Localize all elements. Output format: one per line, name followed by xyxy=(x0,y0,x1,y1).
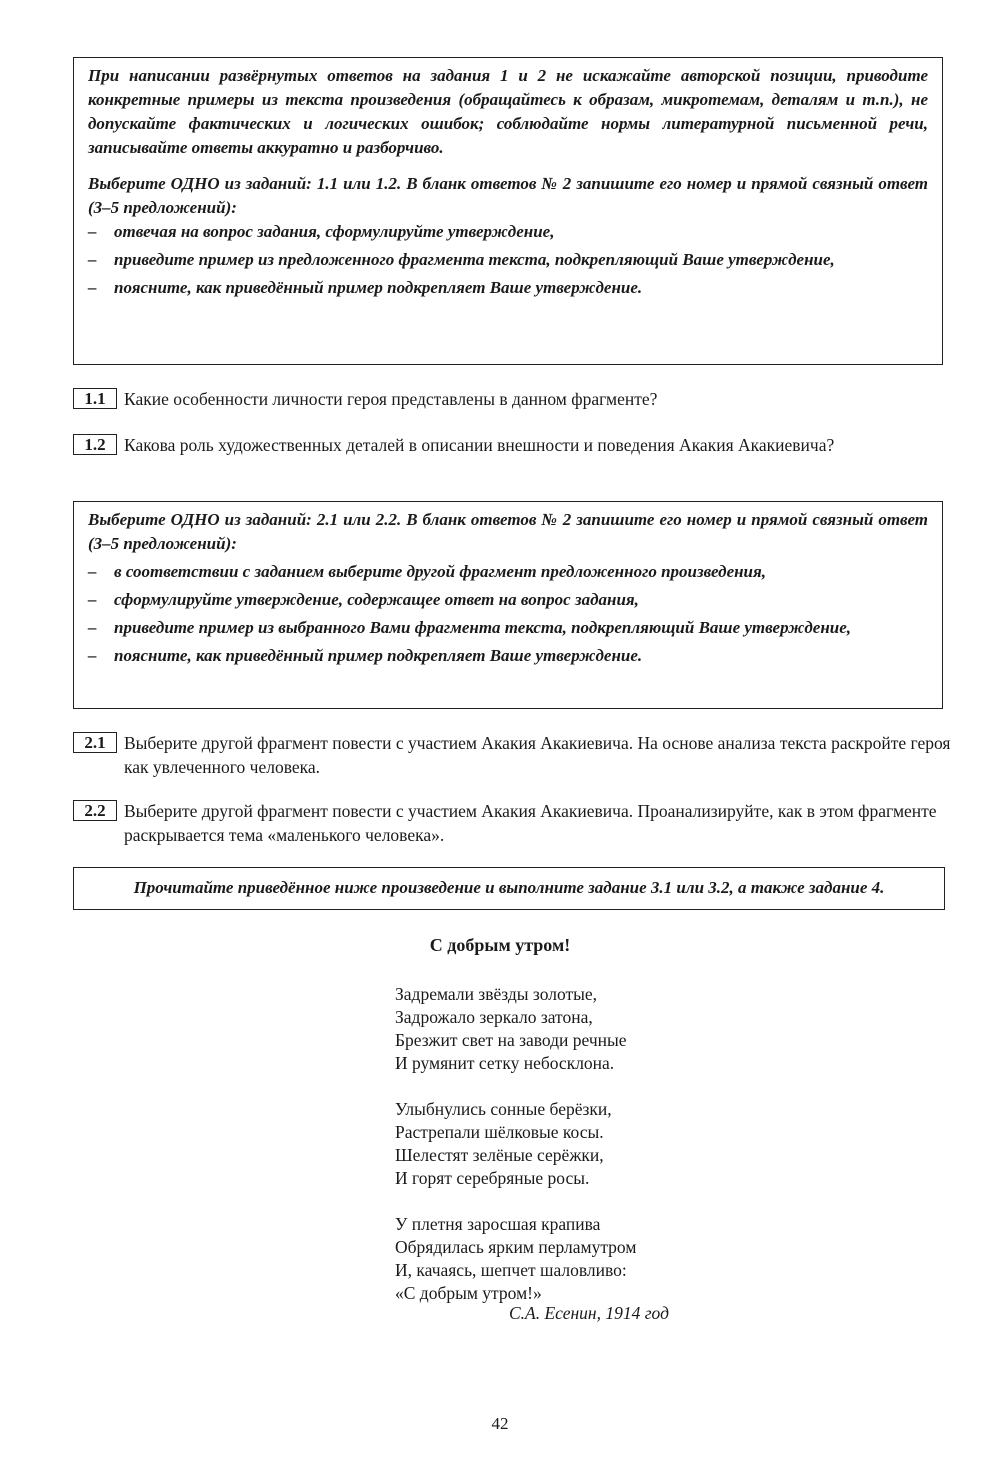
task-number: 1.1 xyxy=(73,388,117,409)
poem-line: И, качаясь, шепчет шаловливо: xyxy=(395,1260,627,1280)
choose-task-paragraph: Выберите ОДНО из заданий: 2.1 или 2.2. В бланк ответов № 2 запишите его номер и прямой связный ответ (3–5 предложений): xyxy=(88,510,928,553)
poem-line: Улыбнулись сонные берёзки, xyxy=(395,1099,612,1119)
instruction-item: – в соответствии с заданием выберите другой фрагмент предложенного произведения, xyxy=(88,562,767,581)
poem-line: У плетня заросшая крапива xyxy=(395,1214,601,1234)
poem-line: Брезжит свет на заводи речные xyxy=(395,1030,627,1050)
page-number: 42 xyxy=(491,1414,509,1433)
task-1-2 xyxy=(73,433,953,457)
instructions-box-1 xyxy=(73,57,943,365)
poem-line: Шелестят зелёные серёжки, xyxy=(395,1145,604,1165)
poem-line: И горят серебряные росы. xyxy=(395,1168,590,1188)
task-text: Какова роль художественных деталей в описании внешности и поведения Акакия Акакиевича? xyxy=(124,435,835,455)
poem-line: Задрожало зеркало затона, xyxy=(395,1007,593,1027)
task-text: Какие особенности личности героя представлены в данном фрагменте? xyxy=(124,389,658,409)
poem-title: С добрым утром! xyxy=(429,935,571,955)
instruction-item: – сформулируйте утверждение, содержащее ответ на вопрос задания, xyxy=(88,590,639,609)
poem-line: И румянит сетку небосклона. xyxy=(395,1053,615,1073)
poem-stanza xyxy=(395,1098,636,1190)
task-number: 2.2 xyxy=(73,800,117,821)
task-text: Выберите другой фрагмент повести с участием Акакия Акакиевича. Проанализируйте, как в этом фрагменте раскрывается тема «маленького человека». xyxy=(124,801,937,845)
instruction-item: – приведите пример из предложенного фрагмента текста, подкрепляющий Ваше утверждение, xyxy=(88,250,835,269)
poem-body xyxy=(395,983,636,1328)
reading-instruction-banner: Прочитайте приведённое ниже произведение и выполните задание 3.1 или 3.2, а также задание 4. xyxy=(73,867,945,910)
poem-line: «С добрым утром!» xyxy=(395,1283,542,1303)
poem-stanza xyxy=(395,983,636,1075)
poem-author: С.А. Есенин, 1914 год xyxy=(509,1303,669,1323)
poem-line: Растрепали шёлковые косы. xyxy=(395,1122,604,1142)
poem-stanza xyxy=(395,1213,636,1305)
choose-task-paragraph: Выберите ОДНО из заданий: 1.1 или 1.2. В бланк ответов № 2 запишите его номер и прямой связный ответ (3–5 предложений): xyxy=(88,174,928,217)
instruction-item: – приведите пример из выбранного Вами фрагмента текста, подкрепляющий Ваше утверждение, xyxy=(88,618,852,637)
instruction-item: – отвечая на вопрос задания, сформулируйте утверждение, xyxy=(88,222,555,241)
instructions-box-2 xyxy=(73,501,943,709)
task-2-1 xyxy=(73,731,953,779)
instructions-paragraph: При написании развёрнутых ответов на задания 1 и 2 не искажайте авторской позиции, приводите конкретные примеры из текста произведения (обращайтесь к образам, микротемам, деталям и т.п.), не допускайте фактических и логических ошибок; соблюдайте нормы литературной письменной речи, записывайте ответы аккуратно и разборчиво. xyxy=(88,66,928,157)
instruction-item: – поясните, как приведённый пример подкрепляет Ваше утверждение. xyxy=(88,278,643,297)
poem-line: Задремали звёзды золотые, xyxy=(395,984,598,1004)
task-text: Выберите другой фрагмент повести с участием Акакия Акакиевича. На основе анализа текста раскройте героя как увлеченного человека. xyxy=(124,733,951,777)
task-number: 1.2 xyxy=(73,434,117,455)
instruction-item: – поясните, как приведённый пример подкрепляет Ваше утверждение. xyxy=(88,646,643,665)
task-number: 2.1 xyxy=(73,732,117,753)
poem-line: Обрядилась ярким перламутром xyxy=(395,1237,637,1257)
task-1-1 xyxy=(73,387,953,411)
task-2-2 xyxy=(73,799,953,847)
